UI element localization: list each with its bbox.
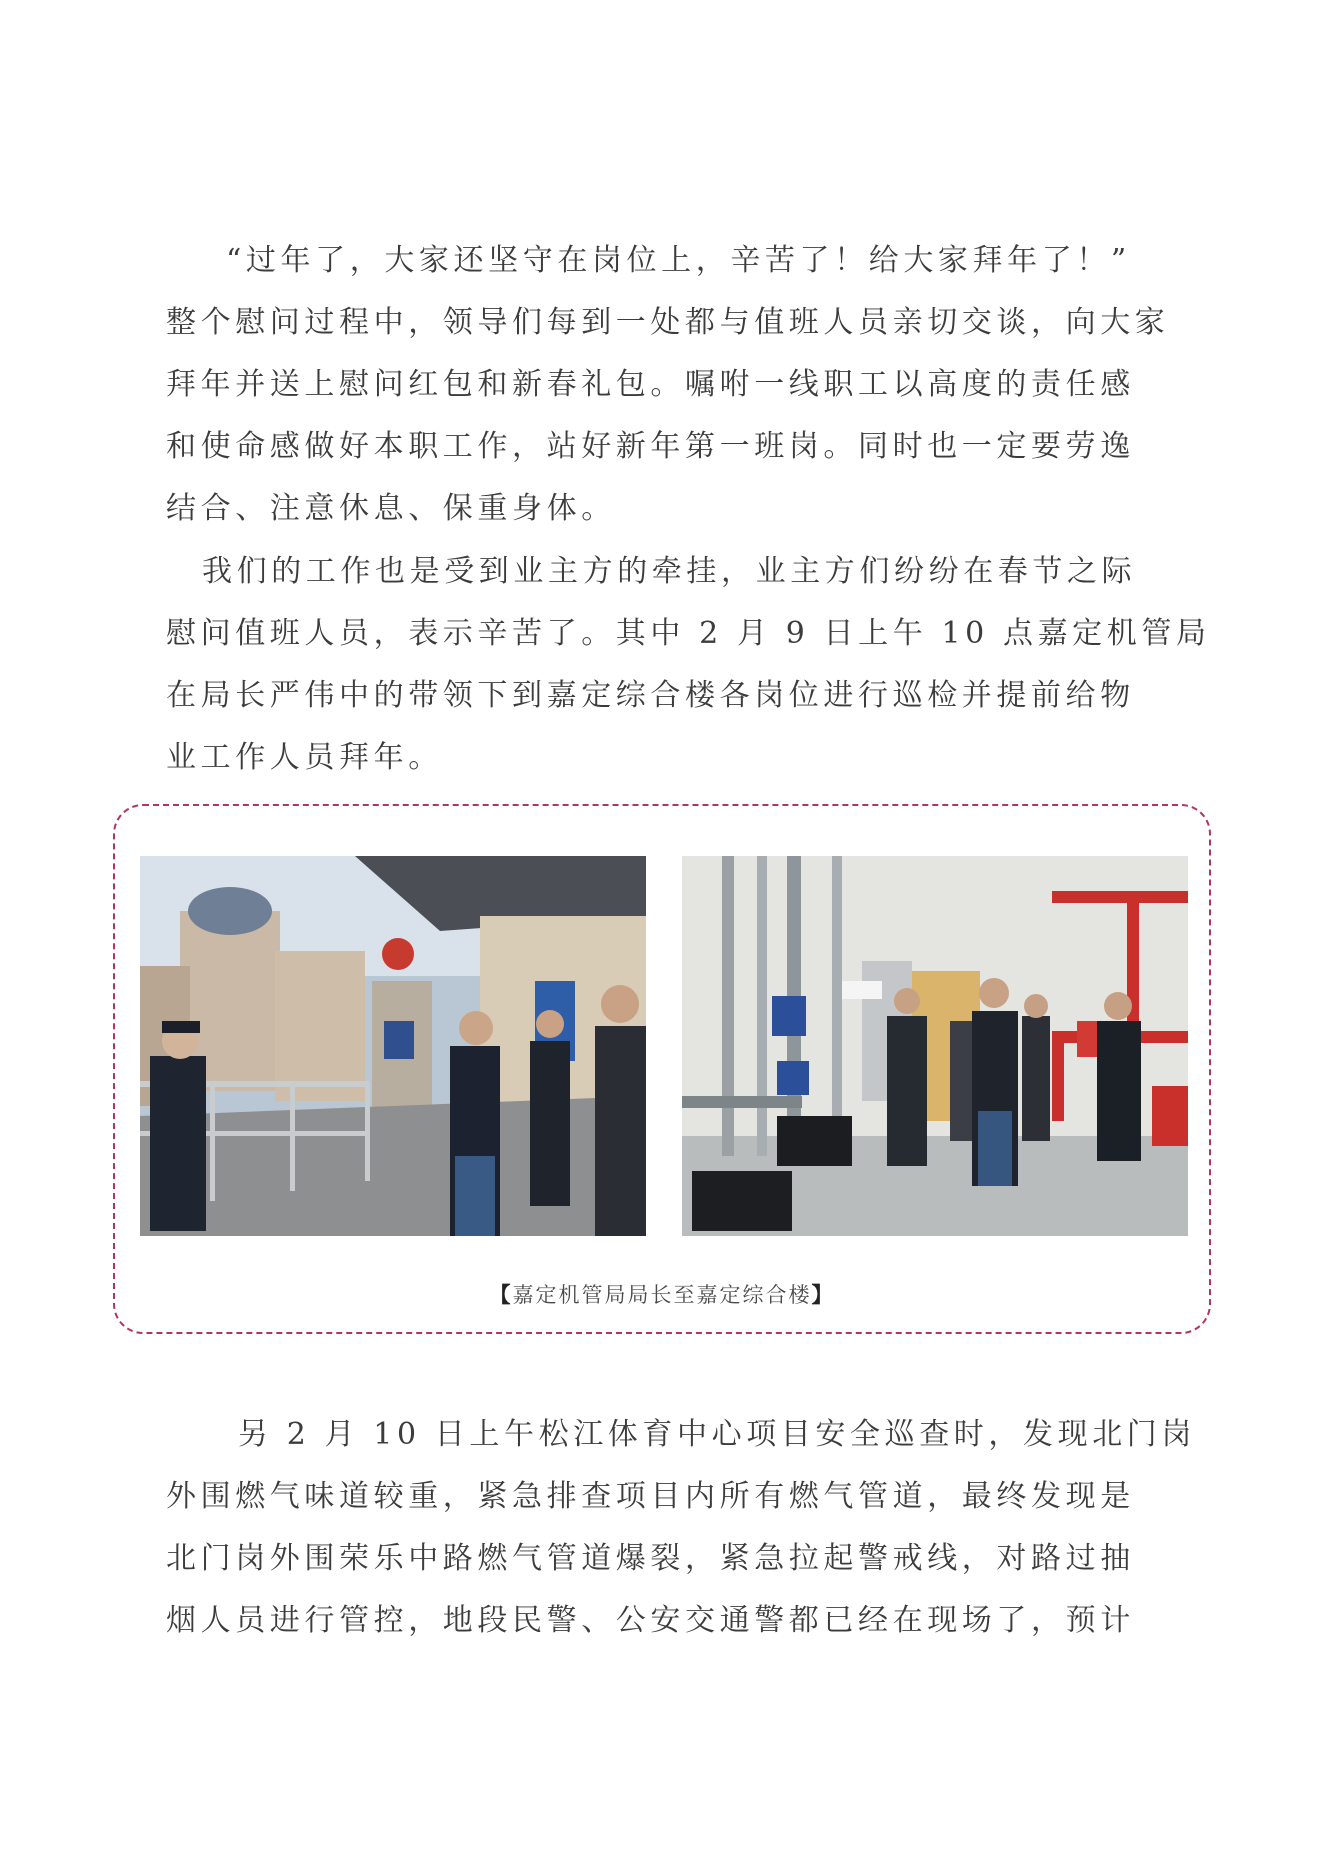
text-line: 和使命感做好本职工作，站好新年第一班岗。同时也一定要劳逸 bbox=[166, 429, 1135, 464]
photo-figure-frame bbox=[113, 804, 1211, 1334]
photo-entrance-illustration bbox=[140, 856, 646, 1236]
text-line: 北门岗外围荣乐中路燃气管道爆裂，紧急拉起警戒线，对路过抽 bbox=[166, 1541, 1135, 1576]
paragraph-gas-incident bbox=[166, 1404, 1197, 1652]
photo-pump-room-inspection bbox=[682, 856, 1188, 1236]
text-line: 另 2 月 10 日上午松江体育中心项目安全巡查时，发现北门岗 bbox=[238, 1417, 1197, 1452]
text-line: 拜年并送上慰问红包和新春礼包。嘱咐一线职工以高度的责任感 bbox=[166, 367, 1135, 402]
text-line: 外围燃气味道较重，紧急排查项目内所有燃气管道，最终发现是 bbox=[166, 1479, 1135, 1514]
caption-text: 嘉定机管局局长至嘉定综合楼 bbox=[512, 1283, 812, 1307]
text-line: 慰问值班人员，表示辛苦了。其中 2 月 9 日上午 10 点嘉定机管局 bbox=[166, 616, 1211, 651]
text-line: 整个慰问过程中，领导们每到一处都与值班人员亲切交谈，向大家 bbox=[166, 305, 1170, 340]
photo-caption bbox=[115, 1279, 1209, 1309]
caption-open-bracket: 【 bbox=[489, 1282, 513, 1307]
text-line: 结合、注意休息、保重身体。 bbox=[166, 491, 616, 526]
text-line: “过年了，大家还坚守在岗位上，辛苦了！给大家拜年了！” bbox=[226, 243, 1131, 278]
caption-close-bracket: 】 bbox=[811, 1282, 835, 1307]
paragraph-owner-visit bbox=[166, 541, 1211, 789]
photo-pump-room-illustration bbox=[682, 856, 1188, 1236]
text-line: 烟人员进行管控，地段民警、公安交通警都已经在现场了，预计 bbox=[166, 1603, 1135, 1638]
text-line: 业工作人员拜年。 bbox=[166, 740, 443, 775]
text-line: 我们的工作也是受到业主方的牵挂，业主方们纷纷在春节之际 bbox=[202, 554, 1137, 589]
photo-entrance-inspection bbox=[140, 856, 646, 1236]
paragraph-greeting bbox=[166, 230, 1170, 540]
text-line: 在局长严伟中的带领下到嘉定综合楼各岗位进行巡检并提前给物 bbox=[166, 678, 1135, 713]
